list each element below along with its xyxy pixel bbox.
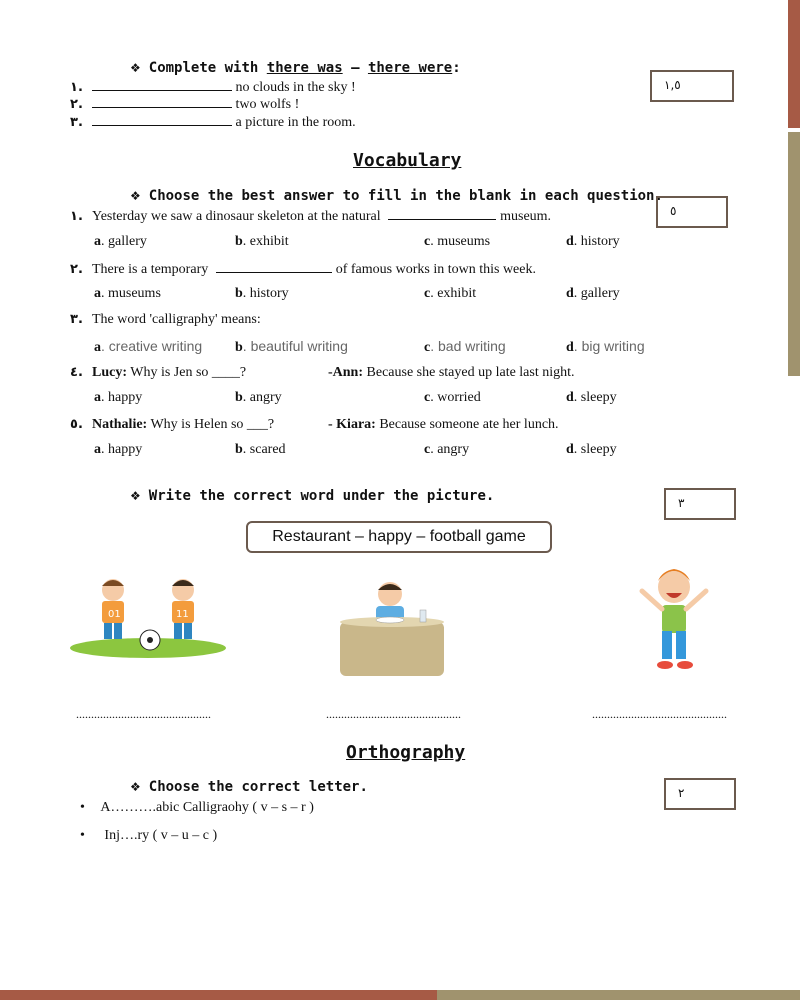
fill-line-3: ٣. a picture in the room. bbox=[70, 115, 356, 130]
option-a[interactable]: a. museums bbox=[94, 286, 161, 301]
vocabulary-heading: Vocabulary bbox=[353, 150, 462, 171]
diamond-bullet-icon: ❖ bbox=[130, 189, 141, 203]
side-accent-bar-secondary bbox=[788, 132, 800, 376]
question-2: ٢. There is a temporary of famous works in town this week. bbox=[70, 262, 536, 277]
option-b[interactable]: b. angry bbox=[235, 390, 282, 405]
fill-line-2: ٢. two wolfs ! bbox=[70, 97, 300, 112]
restaurant-picture bbox=[338, 576, 450, 678]
word-bank-box: Restaurant – happy – football game bbox=[246, 521, 552, 553]
answer-blank[interactable] bbox=[92, 95, 232, 108]
football-game-picture bbox=[68, 572, 228, 662]
question-5-answer: - Kiara: Because someone ate her lunch. bbox=[328, 417, 559, 432]
question-4-answer: -Ann: Because she stayed up late last night. bbox=[328, 365, 575, 380]
question-1: ١. Yesterday we saw a dinosaur skeleton at the natural museum. bbox=[70, 209, 552, 224]
fill-line-1: ١. no clouds in the sky ! bbox=[70, 80, 356, 95]
option-a[interactable]: a. happy bbox=[94, 390, 143, 405]
diamond-bullet-icon: ❖ bbox=[130, 489, 141, 503]
diamond-bullet-icon: ❖ bbox=[130, 61, 141, 75]
orthography-item-1: • A……….abic Calligraohy ( v – s – r ) bbox=[80, 800, 314, 815]
section1-instruction: ❖ Complete with there was – there were: bbox=[130, 60, 461, 76]
pictures-instruction: ❖ Write the correct word under the picture. bbox=[130, 488, 495, 504]
option-d[interactable]: d. big writing bbox=[566, 338, 645, 355]
answer-blank[interactable] bbox=[216, 260, 332, 273]
question-3: ٣. The word 'calligraphy' means: bbox=[70, 312, 261, 327]
question-5: ٥. Nathalie: Why is Helen so ___? bbox=[70, 417, 275, 432]
option-d[interactable]: d. history bbox=[566, 234, 620, 249]
option-b[interactable]: b. beautiful writing bbox=[235, 338, 348, 355]
option-d[interactable]: d. gallery bbox=[566, 286, 620, 301]
option-a[interactable]: a. gallery bbox=[94, 234, 147, 249]
answer-blank[interactable] bbox=[92, 113, 232, 126]
option-c[interactable]: c. exhibit bbox=[424, 286, 477, 301]
diamond-bullet-icon: ❖ bbox=[130, 780, 141, 794]
option-c[interactable]: c. bad writing bbox=[424, 338, 506, 355]
score-box: ٣ bbox=[664, 488, 736, 520]
bullet-icon: • bbox=[80, 800, 85, 815]
option-d[interactable]: d. sleepy bbox=[566, 442, 617, 457]
score-box: ١,٥ bbox=[650, 70, 734, 102]
option-b[interactable]: b. exhibit bbox=[235, 234, 289, 249]
orthography-item-2: • Inj….ry ( v – u – c ) bbox=[80, 828, 218, 843]
svg-text:01: 01 bbox=[108, 609, 121, 620]
footer-accent-bar bbox=[0, 990, 437, 1000]
answer-line-2[interactable]: ............................................. bbox=[326, 707, 461, 721]
option-a[interactable]: a. creative writing bbox=[94, 338, 203, 355]
option-a[interactable]: a. happy bbox=[94, 442, 143, 457]
vocabulary-instruction: ❖ Choose the best answer to fill in the blank in each question. bbox=[130, 188, 663, 204]
score-box: ٥ bbox=[656, 196, 728, 228]
option-b[interactable]: b. scared bbox=[235, 442, 286, 457]
option-d[interactable]: d. sleepy bbox=[566, 390, 617, 405]
option-c[interactable]: c. worried bbox=[424, 390, 481, 405]
answer-blank[interactable] bbox=[388, 207, 496, 220]
option-c[interactable]: c. angry bbox=[424, 442, 470, 457]
orthography-heading: Orthography bbox=[346, 742, 466, 763]
footer-accent-bar-secondary bbox=[437, 990, 800, 1000]
bullet-icon: • bbox=[80, 828, 85, 843]
answer-line-3[interactable]: ............................................. bbox=[592, 707, 727, 721]
score-box: ٢ bbox=[664, 778, 736, 810]
svg-text:11: 11 bbox=[176, 609, 189, 620]
option-b[interactable]: b. history bbox=[235, 286, 289, 301]
option-c[interactable]: c. museums bbox=[424, 234, 491, 249]
answer-line-1[interactable]: ............................................. bbox=[76, 707, 211, 721]
happy-boy-picture bbox=[632, 563, 716, 675]
orthography-instruction: ❖ Choose the correct letter. bbox=[130, 779, 368, 795]
side-accent-bar bbox=[788, 0, 800, 128]
answer-blank[interactable] bbox=[92, 78, 232, 91]
question-4: ٤. Lucy: Why is Jen so ____? bbox=[70, 365, 247, 380]
